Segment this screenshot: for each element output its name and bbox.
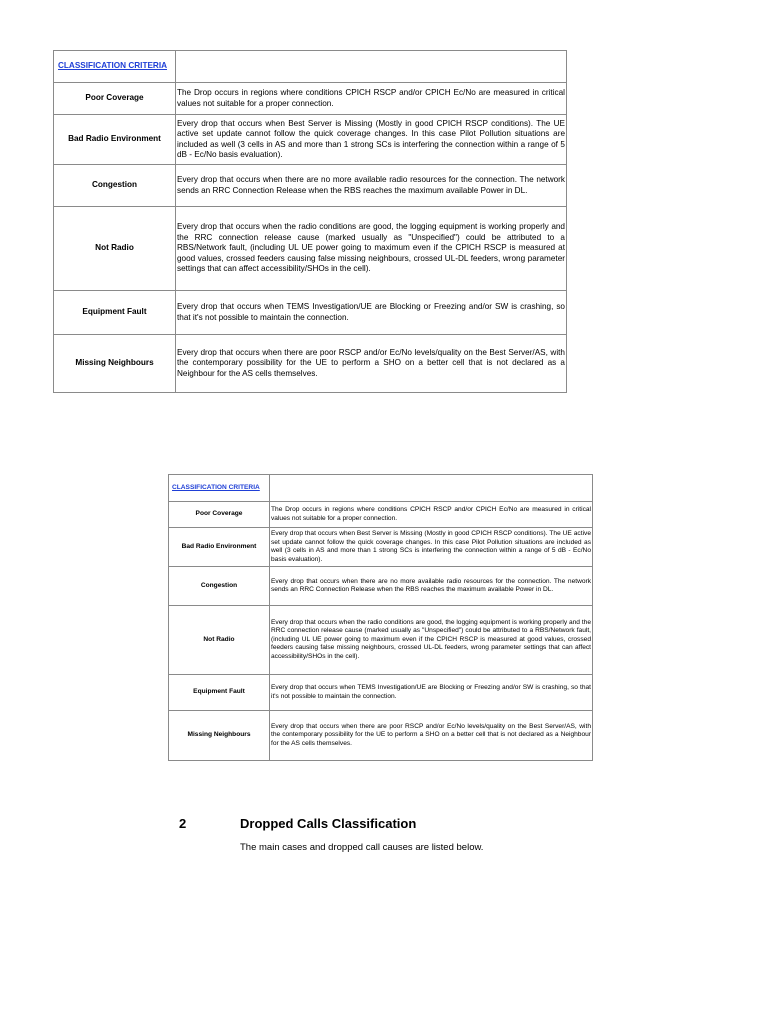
row-description: Every drop that occurs when TEMS Investigation/UE are Blocking or Freezing and/or SW is crashing, so that it's not possible to maintain the connection. (176, 291, 567, 335)
classification-table-small (168, 474, 593, 761)
table-header: CLASSIFICATION CRITERIA (54, 51, 176, 83)
table-row (169, 606, 593, 675)
row-description: Every drop that occurs when there are no more available radio resources for the connection. The network sends an RRC Connection Release when the RBS reaches the maximum available Power in DL. (176, 165, 567, 207)
table-row (54, 207, 567, 291)
row-description: Every drop that occurs when the radio conditions are good, the logging equipment is working properly and the RRC connection release cause (marked usually as "Unspecified") could be attributed to a RBS/Network fault, (including UL UE power going to maximum even if the CPICH RSCP is measured at good values, crossed feeders causing false missing neighbours, crossed UL-DL feeders, wrong parameter settings that can affect accessibility/SHOs in the cell). (270, 606, 593, 675)
table-row (54, 291, 567, 335)
table-header-blank (270, 475, 593, 502)
row-label: Congestion (54, 165, 176, 207)
row-description: The Drop occurs in regions where conditions CPICH RSCP and/or CPICH Ec/No are measured in critical values not suitable for a proper connection. (176, 83, 567, 115)
row-description: Every drop that occurs when there are no more available radio resources for the connection. The network sends an RRC Connection Release when the RBS reaches the maximum available Power in DL. (270, 567, 593, 606)
section-body-text: The main cases and dropped call causes are listed below. (240, 842, 484, 853)
row-label: Not Radio (169, 606, 270, 675)
table-row (54, 83, 567, 115)
row-label: Bad Radio Environment (169, 528, 270, 567)
table-header-blank (176, 51, 567, 83)
table-header: CLASSIFICATION CRITERIA (169, 475, 270, 502)
table-row (169, 675, 593, 711)
row-description: The Drop occurs in regions where conditions CPICH RSCP and/or CPICH Ec/No are measured in critical values not suitable for a proper connection. (270, 502, 593, 528)
table-row (169, 567, 593, 606)
row-label: Poor Coverage (169, 502, 270, 528)
section-number: 2 (179, 816, 187, 831)
table-row (54, 335, 567, 393)
row-label: Bad Radio Environment (54, 115, 176, 165)
table-row (169, 711, 593, 761)
row-description: Every drop that occurs when TEMS Investigation/UE are Blocking or Freezing and/or SW is crashing, so that it's not possible to maintain the connection. (270, 675, 593, 711)
table-row (169, 502, 593, 528)
row-label: Missing Neighbours (54, 335, 176, 393)
row-description: Every drop that occurs when Best Server is Missing (Mostly in good CPICH RSCP conditions). The UE active set update cannot follow the quick coverage changes. In this case Pilot Pollution situations are included as well (3 cells in AS and more than 1 strong SCs is interfering the connection within a range of 5 dB - Ec/No basis evaluation). (270, 528, 593, 567)
row-description: Every drop that occurs when the radio conditions are good, the logging equipment is working properly and the RRC connection release cause (marked usually as "Unspecified") could be attributed to a RBS/Network fault, (including UL UE power going to maximum even if the CPICH RSCP is measured at good values, crossed feeders causing false missing neighbours, crossed UL-DL feeders, wrong parameter settings that can affect accessibility/SHOs in the cell). (176, 207, 567, 291)
row-label: Equipment Fault (54, 291, 176, 335)
row-label: Poor Coverage (54, 83, 176, 115)
table-row (169, 528, 593, 567)
table-row (54, 115, 567, 165)
row-label: Equipment Fault (169, 675, 270, 711)
row-label: Missing Neighbours (169, 711, 270, 761)
section-title: Dropped Calls Classification (240, 816, 417, 831)
row-description: Every drop that occurs when Best Server is Missing (Mostly in good CPICH RSCP conditions). The UE active set update cannot follow the quick coverage changes. In this case Pilot Pollution situations are included as well (3 cells in AS and more than 1 strong SCs is interfering the connection within a range of 5 dB - Ec/No basis evaluation). (176, 115, 567, 165)
row-label: Congestion (169, 567, 270, 606)
table-row (54, 165, 567, 207)
classification-table-large (53, 50, 567, 393)
row-description: Every drop that occurs when there are poor RSCP and/or Ec/No levels/quality on the Best Server/AS, with the contemporary possibility for the UE to perform a SHO on a better cell that is not declared as a Neighbour for the AS cells themselves. (176, 335, 567, 393)
row-description: Every drop that occurs when there are poor RSCP and/or Ec/No levels/quality on the Best Server/AS, with the contemporary possibility for the UE to perform a SHO on a better cell that is not declared as a Neighbour for the AS cells themselves. (270, 711, 593, 761)
row-label: Not Radio (54, 207, 176, 291)
